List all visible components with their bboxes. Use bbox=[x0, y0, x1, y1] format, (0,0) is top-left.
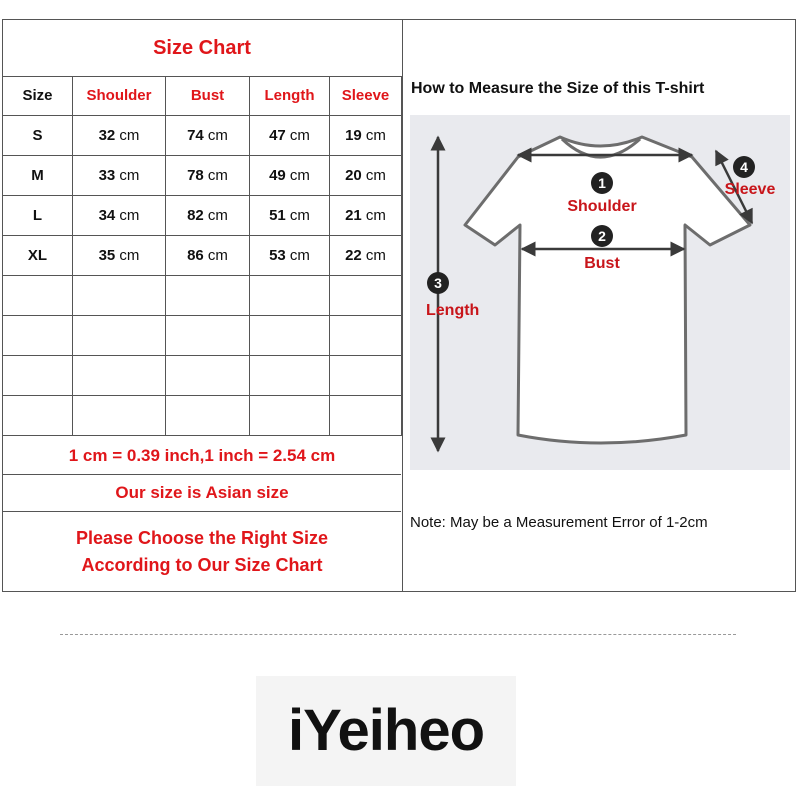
empty-cell bbox=[73, 316, 166, 356]
shoulder-value: 32 bbox=[98, 127, 116, 144]
choose-size-row bbox=[3, 512, 401, 592]
empty-cell bbox=[330, 276, 402, 316]
sleeve-value: 19 bbox=[345, 127, 362, 144]
length-cell bbox=[250, 236, 330, 276]
empty-cell bbox=[166, 316, 250, 356]
asian-size-row bbox=[3, 475, 401, 512]
logo-text: iYeiheo bbox=[287, 698, 485, 763]
bust-cell bbox=[166, 116, 250, 156]
asian-size-text: Our size is Asian size bbox=[115, 483, 289, 502]
sleeve-value: 22 bbox=[345, 247, 362, 264]
size-cell bbox=[3, 116, 73, 156]
empty-cell bbox=[166, 396, 250, 436]
shoulder-cell bbox=[73, 236, 166, 276]
header-sleeve bbox=[330, 76, 402, 116]
empty-cell bbox=[250, 356, 330, 396]
sleeve-cell bbox=[330, 236, 402, 276]
length-value: 51 bbox=[269, 207, 286, 224]
bust-value: 78 bbox=[187, 167, 204, 184]
column-header: Sleeve bbox=[341, 87, 390, 104]
badge-sleeve bbox=[725, 156, 776, 198]
length-cell bbox=[250, 156, 330, 196]
header-size bbox=[3, 76, 73, 116]
shoulder-cell bbox=[73, 196, 166, 236]
column-header: Size bbox=[22, 87, 53, 104]
empty-cell bbox=[3, 316, 73, 356]
measure-title: How to Measure the Size of this T-shirt bbox=[411, 80, 705, 97]
bust-value: 82 bbox=[187, 207, 204, 224]
column-header: Length bbox=[264, 87, 315, 104]
unit-label: cm bbox=[207, 247, 228, 264]
empty-cell bbox=[166, 356, 250, 396]
length-value: 49 bbox=[269, 167, 286, 184]
measure-label-sleeve: Sleeve bbox=[724, 181, 776, 198]
conversion-row bbox=[3, 437, 401, 475]
unit-label: cm bbox=[289, 127, 310, 144]
empty-cell bbox=[73, 356, 166, 396]
dashed-separator bbox=[60, 634, 736, 635]
measurement-error-note: Note: May be a Measurement Error of 1-2cm bbox=[410, 514, 708, 531]
unit-label: cm bbox=[119, 247, 140, 264]
shoulder-value: 35 bbox=[98, 247, 116, 264]
empty-cell bbox=[250, 276, 330, 316]
sleeve-value: 21 bbox=[345, 207, 362, 224]
shoulder-cell bbox=[73, 156, 166, 196]
measure-label-length: Length bbox=[426, 302, 480, 319]
empty-cell bbox=[166, 276, 250, 316]
badge-number: 3 bbox=[434, 275, 442, 291]
badge-number: 2 bbox=[598, 228, 606, 244]
bust-cell bbox=[166, 196, 250, 236]
bust-value: 86 bbox=[187, 247, 204, 264]
unit-label: cm bbox=[365, 247, 386, 264]
size-label: M bbox=[31, 167, 44, 184]
header-shoulder bbox=[73, 76, 166, 116]
sleeve-cell bbox=[330, 156, 402, 196]
empty-cell bbox=[250, 316, 330, 356]
sleeve-value: 20 bbox=[345, 167, 362, 184]
bust-value: 74 bbox=[187, 127, 204, 144]
measure-label-shoulder: Shoulder bbox=[567, 198, 637, 215]
empty-cell bbox=[330, 356, 402, 396]
badge-length bbox=[426, 272, 479, 319]
unit-label: cm bbox=[365, 127, 386, 144]
badge-number: 4 bbox=[740, 159, 748, 175]
unit-label: cm bbox=[365, 167, 386, 184]
empty-cell bbox=[3, 396, 73, 436]
column-header: Bust bbox=[190, 87, 225, 104]
measure-label-bust: Bust bbox=[584, 255, 620, 272]
sleeve-cell bbox=[330, 196, 402, 236]
unit-label: cm bbox=[289, 207, 310, 224]
bust-cell bbox=[166, 236, 250, 276]
length-cell bbox=[250, 196, 330, 236]
empty-cell bbox=[330, 316, 402, 356]
length-value: 53 bbox=[269, 247, 286, 264]
size-cell bbox=[3, 196, 73, 236]
header-length bbox=[250, 76, 330, 116]
unit-label: cm bbox=[119, 127, 140, 144]
empty-cell bbox=[3, 356, 73, 396]
conversion-text: 1 cm = 0.39 inch,1 inch = 2.54 cm bbox=[68, 445, 336, 465]
size-cell bbox=[3, 156, 73, 196]
panel-divider bbox=[402, 20, 403, 591]
empty-cell bbox=[3, 276, 73, 316]
unit-label: cm bbox=[207, 207, 228, 224]
size-chart-title: Size Chart bbox=[153, 36, 251, 59]
shoulder-cell bbox=[73, 116, 166, 156]
unit-label: cm bbox=[207, 167, 228, 184]
unit-label: cm bbox=[365, 207, 386, 224]
brand-logo-art bbox=[261, 696, 511, 766]
size-table bbox=[3, 76, 402, 436]
empty-cell bbox=[73, 276, 166, 316]
column-header: Shoulder bbox=[86, 87, 152, 104]
size-label: S bbox=[32, 127, 43, 144]
shoulder-value: 33 bbox=[98, 167, 116, 184]
unit-label: cm bbox=[207, 127, 228, 144]
size-label: L bbox=[32, 207, 43, 224]
size-cell bbox=[3, 236, 73, 276]
brand-logo bbox=[256, 676, 516, 786]
empty-cell bbox=[330, 396, 402, 436]
header-bust bbox=[166, 76, 250, 116]
empty-cell bbox=[250, 396, 330, 436]
size-chart-title-row bbox=[3, 20, 401, 77]
length-cell bbox=[250, 116, 330, 156]
sleeve-cell bbox=[330, 116, 402, 156]
unit-label: cm bbox=[119, 207, 140, 224]
unit-label: cm bbox=[289, 247, 310, 264]
unit-label: cm bbox=[119, 167, 140, 184]
size-label: XL bbox=[27, 247, 48, 264]
choose-size-line2: According to Our Size Chart bbox=[81, 555, 323, 575]
unit-label: cm bbox=[289, 167, 310, 184]
empty-cell bbox=[73, 396, 166, 436]
badge-number: 1 bbox=[598, 175, 606, 191]
tshirt-illustration bbox=[410, 115, 790, 470]
shoulder-value: 34 bbox=[98, 207, 116, 224]
bust-cell bbox=[166, 156, 250, 196]
tshirt-diagram bbox=[410, 115, 790, 470]
choose-size-line1: Please Choose the Right Size bbox=[75, 528, 329, 548]
length-value: 47 bbox=[269, 127, 286, 144]
